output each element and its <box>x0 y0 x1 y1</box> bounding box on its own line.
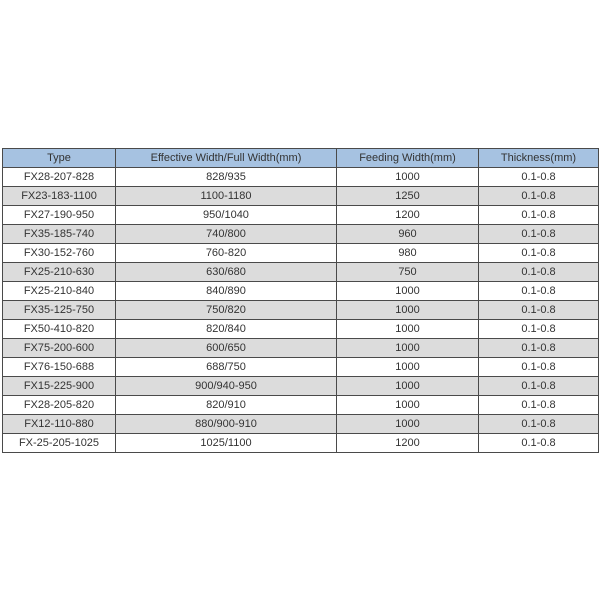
header-row <box>3 149 599 168</box>
cell-type: FX50-410-820 <box>3 320 116 339</box>
cell-type: FX35-185-740 <box>3 225 116 244</box>
table-row <box>3 434 599 453</box>
cell-thickness: 0.1-0.8 <box>479 301 599 320</box>
cell-effective-width: 820/840 <box>116 320 337 339</box>
table-row <box>3 168 599 187</box>
table-row <box>3 225 599 244</box>
cell-thickness: 0.1-0.8 <box>479 415 599 434</box>
cell-thickness: 0.1-0.8 <box>479 168 599 187</box>
cell-thickness: 0.1-0.8 <box>479 282 599 301</box>
cell-thickness: 0.1-0.8 <box>479 358 599 377</box>
cell-feeding-width: 1200 <box>337 434 479 453</box>
cell-type: FX15-225-900 <box>3 377 116 396</box>
cell-type: FX23-183-1100 <box>3 187 116 206</box>
header-type: Type <box>3 149 116 168</box>
cell-feeding-width: 1000 <box>337 396 479 415</box>
cell-type: FX75-200-600 <box>3 339 116 358</box>
cell-feeding-width: 1000 <box>337 415 479 434</box>
cell-effective-width: 630/680 <box>116 263 337 282</box>
cell-type: FX-25-205-1025 <box>3 434 116 453</box>
cell-effective-width: 760-820 <box>116 244 337 263</box>
table-row <box>3 263 599 282</box>
table-body <box>3 168 599 453</box>
table-row <box>3 396 599 415</box>
header-effective-width: Effective Width/Full Width(mm) <box>116 149 337 168</box>
cell-thickness: 0.1-0.8 <box>479 434 599 453</box>
cell-effective-width: 740/800 <box>116 225 337 244</box>
spec-table <box>2 148 599 453</box>
cell-feeding-width: 980 <box>337 244 479 263</box>
cell-thickness: 0.1-0.8 <box>479 187 599 206</box>
table-row <box>3 187 599 206</box>
cell-effective-width: 820/910 <box>116 396 337 415</box>
cell-feeding-width: 1000 <box>337 282 479 301</box>
cell-thickness: 0.1-0.8 <box>479 225 599 244</box>
cell-type: FX35-125-750 <box>3 301 116 320</box>
cell-thickness: 0.1-0.8 <box>479 263 599 282</box>
cell-effective-width: 750/820 <box>116 301 337 320</box>
cell-effective-width: 828/935 <box>116 168 337 187</box>
cell-thickness: 0.1-0.8 <box>479 206 599 225</box>
cell-feeding-width: 1000 <box>337 168 479 187</box>
table-row <box>3 320 599 339</box>
cell-type: FX30-152-760 <box>3 244 116 263</box>
table-row <box>3 415 599 434</box>
cell-type: FX76-150-688 <box>3 358 116 377</box>
cell-type: FX25-210-630 <box>3 263 116 282</box>
cell-feeding-width: 750 <box>337 263 479 282</box>
cell-thickness: 0.1-0.8 <box>479 377 599 396</box>
cell-feeding-width: 1000 <box>337 301 479 320</box>
cell-feeding-width: 960 <box>337 225 479 244</box>
cell-thickness: 0.1-0.8 <box>479 339 599 358</box>
cell-effective-width: 600/650 <box>116 339 337 358</box>
cell-feeding-width: 1000 <box>337 377 479 396</box>
cell-effective-width: 1100-1180 <box>116 187 337 206</box>
cell-feeding-width: 1000 <box>337 320 479 339</box>
cell-thickness: 0.1-0.8 <box>479 320 599 339</box>
table-row <box>3 358 599 377</box>
table-row <box>3 244 599 263</box>
cell-effective-width: 880/900-910 <box>116 415 337 434</box>
cell-effective-width: 688/750 <box>116 358 337 377</box>
cell-feeding-width: 1200 <box>337 206 479 225</box>
cell-thickness: 0.1-0.8 <box>479 396 599 415</box>
cell-thickness: 0.1-0.8 <box>479 244 599 263</box>
cell-feeding-width: 1250 <box>337 187 479 206</box>
table-row <box>3 339 599 358</box>
cell-type: FX28-205-820 <box>3 396 116 415</box>
table-row <box>3 282 599 301</box>
cell-effective-width: 840/890 <box>116 282 337 301</box>
header-feeding-width: Feeding Width(mm) <box>337 149 479 168</box>
cell-type: FX12-110-880 <box>3 415 116 434</box>
cell-effective-width: 950/1040 <box>116 206 337 225</box>
table-row <box>3 377 599 396</box>
cell-feeding-width: 1000 <box>337 358 479 377</box>
cell-effective-width: 900/940-950 <box>116 377 337 396</box>
cell-feeding-width: 1000 <box>337 339 479 358</box>
header-thickness: Thickness(mm) <box>479 149 599 168</box>
table-row <box>3 301 599 320</box>
cell-type: FX25-210-840 <box>3 282 116 301</box>
cell-type: FX28-207-828 <box>3 168 116 187</box>
cell-type: FX27-190-950 <box>3 206 116 225</box>
table-row <box>3 206 599 225</box>
table-header <box>3 149 599 168</box>
cell-effective-width: 1025/1100 <box>116 434 337 453</box>
